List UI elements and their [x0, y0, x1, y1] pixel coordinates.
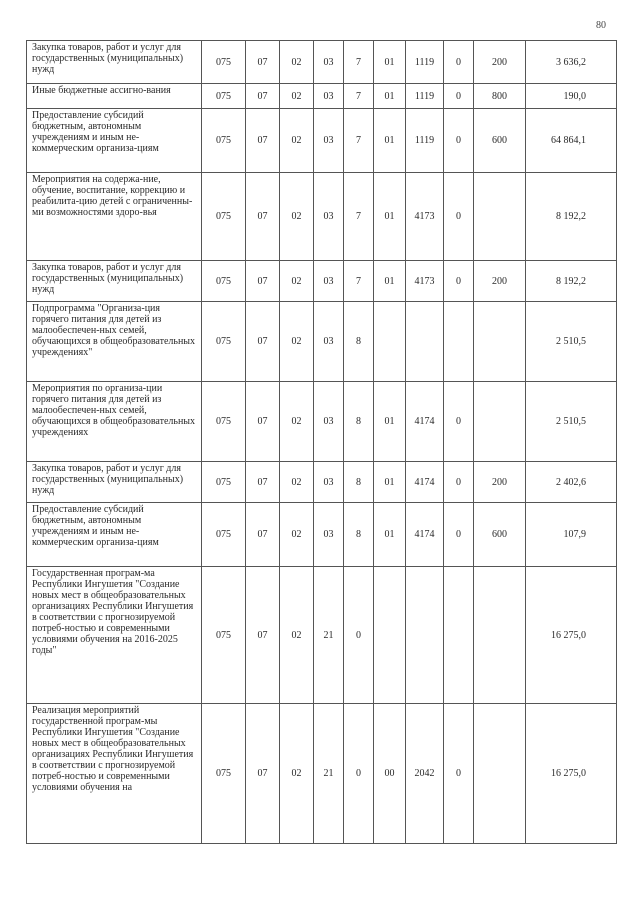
cell-section: 07 — [246, 567, 280, 704]
cell-extra: 0 — [444, 503, 474, 567]
page-number: 80 — [596, 20, 606, 31]
cell-subsection: 02 — [280, 704, 314, 844]
cell-subprogram: 0 — [344, 704, 374, 844]
cell-subprogram: 0 — [344, 567, 374, 704]
cell-extra: 0 — [444, 382, 474, 462]
cell-expense-type: 800 — [474, 84, 526, 109]
table-row — [27, 704, 617, 844]
row-name: Предоставление субсидий бюджетным, автономным учреждениям и иным не-коммерческим организа-циям — [27, 503, 202, 567]
row-name: Мероприятия на содержа-ние, обучение, воспитание, коррекцию и реабилита-цию детей с ограниченны-ми возможностями здоро-вья — [27, 173, 202, 261]
cell-amount: 8 192,2 — [526, 261, 617, 302]
cell-expense-type — [474, 382, 526, 462]
cell-event: 01 — [374, 109, 406, 173]
row-name: Мероприятия по организа-ции горячего питания для детей из малообеспечен-ных семей, обучающихся в общеобразовательных учреждениях — [27, 382, 202, 462]
cell-subsection: 02 — [280, 261, 314, 302]
cell-direction: 2042 — [406, 704, 444, 844]
cell-subprogram: 7 — [344, 84, 374, 109]
cell-ministry-code: 075 — [202, 567, 246, 704]
table-body — [27, 41, 617, 844]
cell-subsection: 02 — [280, 84, 314, 109]
cell-amount: 2 402,6 — [526, 462, 617, 503]
cell-ministry-code: 075 — [202, 41, 246, 84]
cell-expense-type — [474, 302, 526, 382]
cell-subprogram: 8 — [344, 462, 374, 503]
cell-ministry-code: 075 — [202, 261, 246, 302]
cell-subsection: 02 — [280, 462, 314, 503]
cell-extra: 0 — [444, 704, 474, 844]
cell-event: 01 — [374, 41, 406, 84]
table-row — [27, 41, 617, 84]
cell-direction: 4174 — [406, 382, 444, 462]
cell-direction: 4174 — [406, 503, 444, 567]
cell-event: 01 — [374, 261, 406, 302]
table-row — [27, 302, 617, 382]
row-name: Государственная програм-ма Республики Ингушетия "Создание новых мест в общеобразовательных организациях Республики Ингушетия в соответствии с прогнозируемой потреб-ностью и современными условиями обучения на 2016-2025 годы" — [27, 567, 202, 704]
cell-expense-type — [474, 567, 526, 704]
cell-ministry-code: 075 — [202, 173, 246, 261]
cell-subprogram: 7 — [344, 41, 374, 84]
cell-subsection: 02 — [280, 503, 314, 567]
cell-subprogram: 7 — [344, 261, 374, 302]
cell-direction: 4173 — [406, 173, 444, 261]
cell-subprogram: 7 — [344, 173, 374, 261]
cell-extra: 0 — [444, 41, 474, 84]
cell-event: 00 — [374, 704, 406, 844]
table-row — [27, 382, 617, 462]
table-row — [27, 84, 617, 109]
cell-ministry-code: 075 — [202, 84, 246, 109]
cell-section: 07 — [246, 173, 280, 261]
cell-direction: 1119 — [406, 84, 444, 109]
cell-section: 07 — [246, 462, 280, 503]
cell-event — [374, 567, 406, 704]
cell-expense-type — [474, 704, 526, 844]
cell-subsection: 02 — [280, 302, 314, 382]
cell-section: 07 — [246, 109, 280, 173]
cell-event: 01 — [374, 462, 406, 503]
table-row — [27, 173, 617, 261]
cell-expense-type — [474, 173, 526, 261]
cell-extra: 0 — [444, 261, 474, 302]
table-row — [27, 261, 617, 302]
table-row — [27, 462, 617, 503]
cell-ministry-code: 075 — [202, 462, 246, 503]
cell-program: 21 — [314, 704, 344, 844]
cell-section: 07 — [246, 503, 280, 567]
cell-extra: 0 — [444, 109, 474, 173]
cell-amount: 64 864,1 — [526, 109, 617, 173]
cell-subsection: 02 — [280, 41, 314, 84]
cell-ministry-code: 075 — [202, 704, 246, 844]
cell-section: 07 — [246, 704, 280, 844]
cell-program: 03 — [314, 261, 344, 302]
cell-subprogram: 8 — [344, 503, 374, 567]
cell-section: 07 — [246, 382, 280, 462]
row-name: Предоставление субсидий бюджетным, автономным учреждениям и иным не-коммерческим организа-циям — [27, 109, 202, 173]
row-name: Подпрограмма "Организа-ция горячего питания для детей из малообеспечен-ных семей, обучающихся в общеобразовательных учреждениях" — [27, 302, 202, 382]
cell-program: 03 — [314, 382, 344, 462]
cell-section: 07 — [246, 302, 280, 382]
row-name: Закупка товаров, работ и услуг для государственных (муниципальных) нужд — [27, 462, 202, 503]
cell-amount: 107,9 — [526, 503, 617, 567]
row-name: Закупка товаров, работ и услуг для государственных (муниципальных) нужд — [27, 261, 202, 302]
cell-subprogram: 8 — [344, 302, 374, 382]
cell-program: 03 — [314, 503, 344, 567]
cell-event: 01 — [374, 382, 406, 462]
cell-expense-type: 600 — [474, 503, 526, 567]
cell-expense-type: 200 — [474, 261, 526, 302]
cell-expense-type: 200 — [474, 41, 526, 84]
cell-direction — [406, 302, 444, 382]
cell-program: 03 — [314, 41, 344, 84]
cell-amount: 3 636,2 — [526, 41, 617, 84]
cell-program: 21 — [314, 567, 344, 704]
cell-ministry-code: 075 — [202, 109, 246, 173]
cell-expense-type: 200 — [474, 462, 526, 503]
cell-program: 03 — [314, 302, 344, 382]
cell-extra — [444, 302, 474, 382]
row-name: Реализация мероприятий государственной програм-мы Республики Ингушетия "Создание новых мест в общеобразовательных организациях Республики Ингушетия в соответствии с прогнозируемой потреб-ностью и современными условиями обучения на — [27, 704, 202, 844]
cell-amount: 16 275,0 — [526, 704, 617, 844]
cell-section: 07 — [246, 261, 280, 302]
row-name: Закупка товаров, работ и услуг для государственных (муниципальных) нужд — [27, 41, 202, 84]
cell-amount: 16 275,0 — [526, 567, 617, 704]
cell-subprogram: 7 — [344, 109, 374, 173]
cell-amount: 2 510,5 — [526, 382, 617, 462]
cell-direction: 1119 — [406, 109, 444, 173]
cell-ministry-code: 075 — [202, 382, 246, 462]
cell-program: 03 — [314, 462, 344, 503]
cell-ministry-code: 075 — [202, 503, 246, 567]
cell-amount: 8 192,2 — [526, 173, 617, 261]
cell-section: 07 — [246, 84, 280, 109]
row-name: Иные бюджетные ассигно-вания — [27, 84, 202, 109]
cell-extra — [444, 567, 474, 704]
cell-amount: 2 510,5 — [526, 302, 617, 382]
budget-table — [26, 40, 617, 844]
cell-subsection: 02 — [280, 382, 314, 462]
cell-subsection: 02 — [280, 109, 314, 173]
cell-event: 01 — [374, 173, 406, 261]
cell-ministry-code: 075 — [202, 302, 246, 382]
cell-amount: 190,0 — [526, 84, 617, 109]
table-row — [27, 503, 617, 567]
cell-subsection: 02 — [280, 567, 314, 704]
table-row — [27, 567, 617, 704]
cell-direction — [406, 567, 444, 704]
cell-direction: 1119 — [406, 41, 444, 84]
cell-extra: 0 — [444, 84, 474, 109]
cell-extra: 0 — [444, 173, 474, 261]
cell-program: 03 — [314, 109, 344, 173]
cell-program: 03 — [314, 173, 344, 261]
cell-event: 01 — [374, 84, 406, 109]
cell-extra: 0 — [444, 462, 474, 503]
cell-section: 07 — [246, 41, 280, 84]
cell-event: 01 — [374, 503, 406, 567]
cell-event — [374, 302, 406, 382]
cell-direction: 4173 — [406, 261, 444, 302]
table-row — [27, 109, 617, 173]
cell-subprogram: 8 — [344, 382, 374, 462]
cell-expense-type: 600 — [474, 109, 526, 173]
cell-subsection: 02 — [280, 173, 314, 261]
cell-direction: 4174 — [406, 462, 444, 503]
cell-program: 03 — [314, 84, 344, 109]
